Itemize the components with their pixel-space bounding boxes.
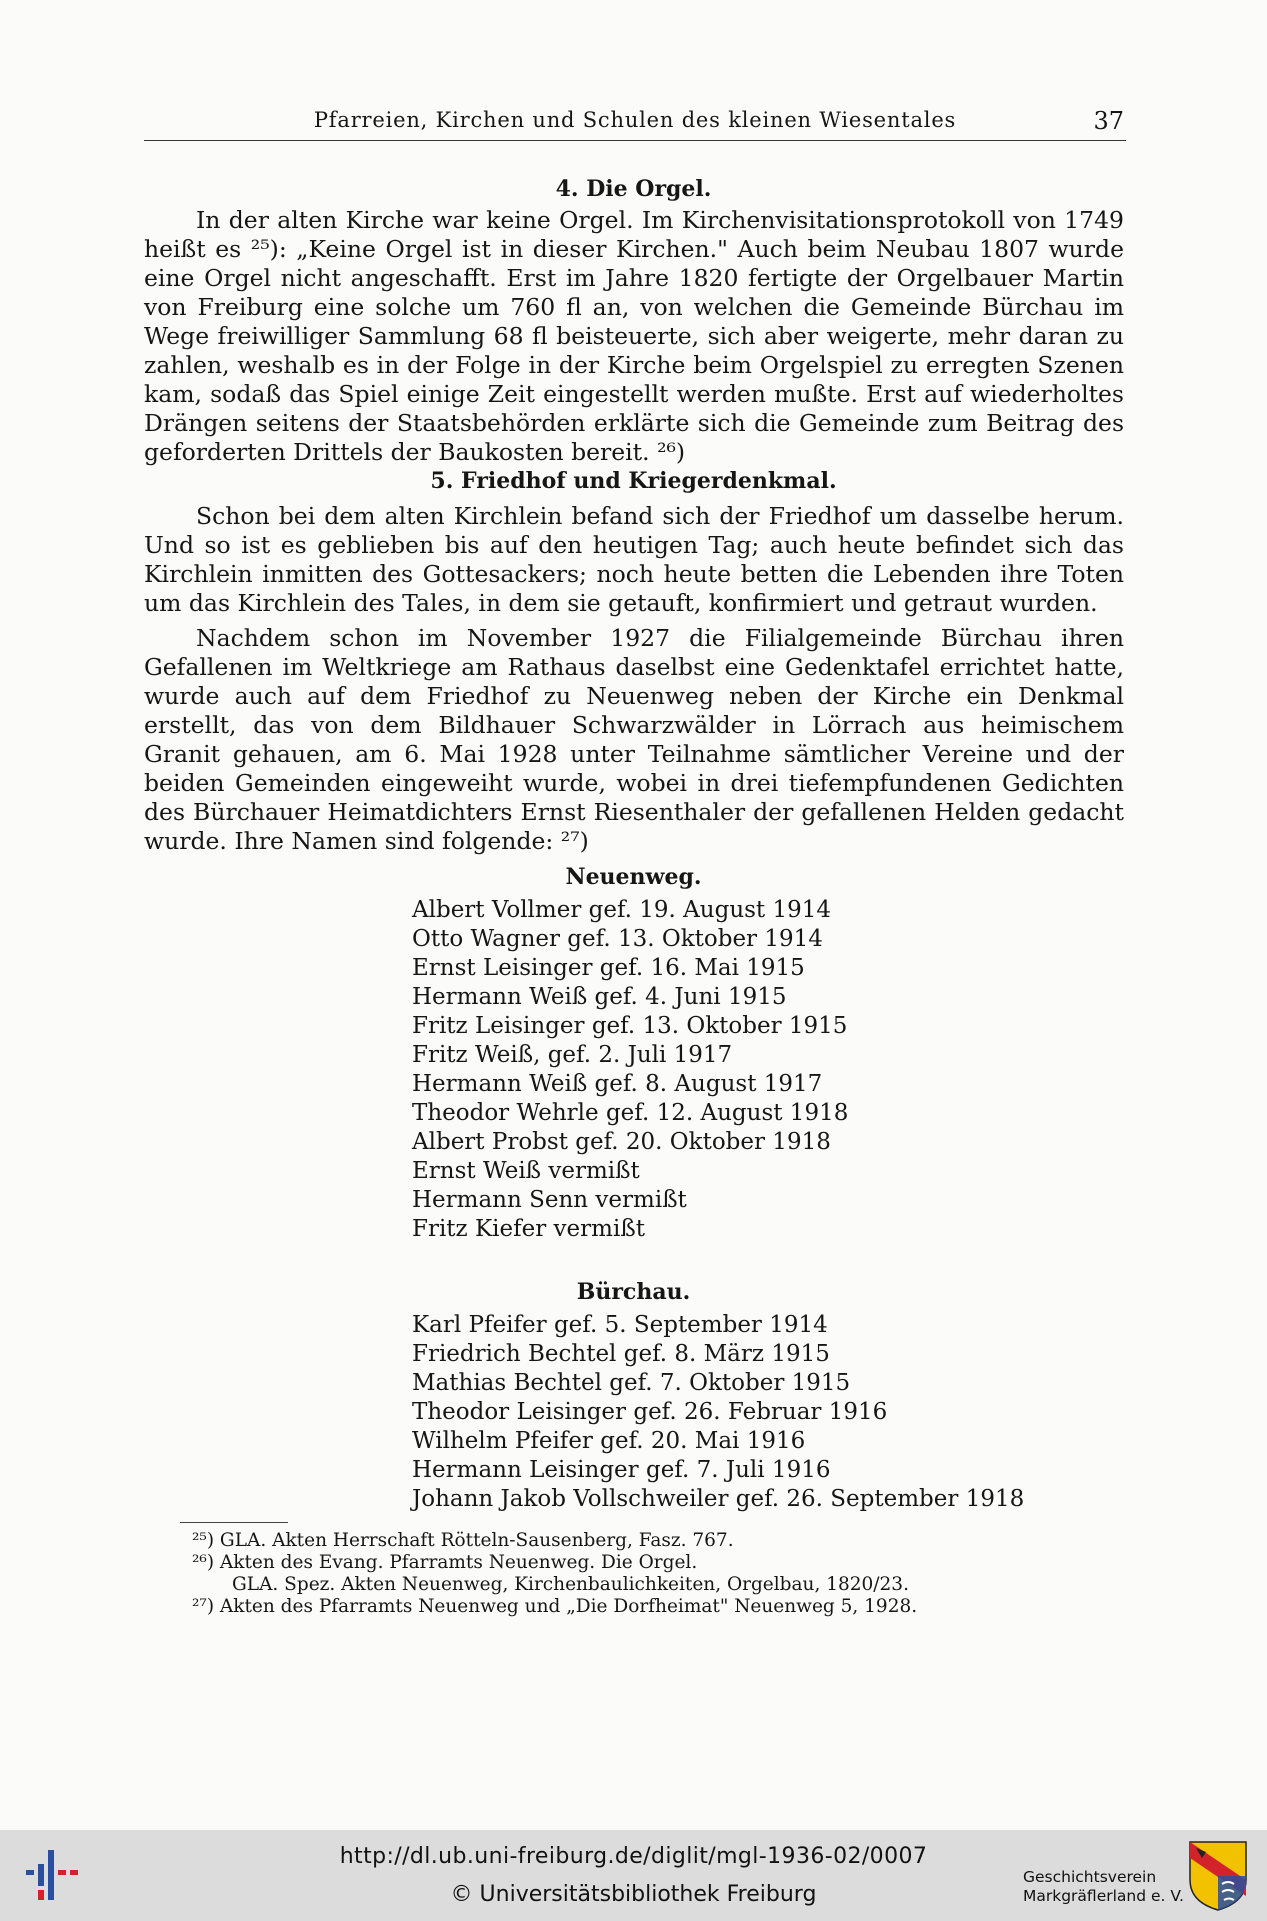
list-item: Theodor Wehrle gef. 12. August 1918 (412, 1100, 849, 1126)
viewer-footer (0, 1830, 1267, 1921)
list-item: Ernst Leisinger gef. 16. Mai 1915 (412, 955, 805, 981)
fallen-list-buerchau (412, 1311, 1024, 1514)
section-heading-friedhof: 5. Friedhof und Kriegerdenkmal. (430, 468, 837, 494)
footnote-26: ²⁶) Akten des Evang. Pfarramts Neuenweg. Die Orgel. (192, 1552, 698, 1573)
list-item: Ernst Weiß vermißt (412, 1158, 640, 1184)
paragraph-orgel: In der alten Kirche war keine Orgel. Im Kirchenvisitationsprotokoll von 1749 heißt es ²⁵): „Keine Orgel ist in dieser Kirchen." Auch beim Neubau 1807 wurde eine Orgel nicht angeschafft. Erst im Jahre 1820 fertigte der Orgelbauer Martin von Freiburg eine solche um 760 fl an, von welchen die Gemeinde Bürchau im Wege freiwilliger Sammlung 68 fl beisteuerte, sich aber weigerte, mehr daran zu zahlen, weshalb es in der Folge in der Kirche beim Orgelspiel zu erregten Szenen kam, sodaß das Spiel einige Zeit eingestellt werden mußte. Erst auf wiederholtes Drängen seitens der Staatsbehörden erklärte sich die Gemeinde zum Beitrag des geforderten Drittels der Baukosten bereit. ²⁶) (144, 206, 1124, 466)
society-name-line1: Geschichtsverein (1023, 1868, 1157, 1886)
fallen-list-neuenweg (412, 896, 848, 1244)
society-name-line2: Markgräflerland e. V. (1023, 1887, 1184, 1905)
list-item: Albert Probst gef. 20. Oktober 1918 (412, 1129, 831, 1155)
list-item: Fritz Weiß, gef. 2. Juli 1917 (412, 1042, 733, 1068)
running-header (144, 106, 1126, 141)
list-item: Friedrich Bechtel gef. 8. März 1915 (412, 1341, 830, 1367)
society-name (1023, 1868, 1184, 1906)
list-item: Otto Wagner gef. 13. Oktober 1914 (412, 926, 823, 952)
list-item: Hermann Weiß gef. 4. Juni 1915 (412, 984, 787, 1010)
copyright-notice: © Universitätsbibliothek Freiburg (450, 1882, 817, 1907)
footnote-27: ²⁷) Akten des Pfarramts Neuenweg und „Die Dorfheimat" Neuenweg 5, 1928. (192, 1596, 918, 1617)
footnote-26-continuation: GLA. Spez. Akten Neuenweg, Kirchenbaulichkeiten, Orgelbau, 1820/23. (232, 1574, 909, 1595)
running-header-title: Pfarreien, Kirchen und Schulen des kleinen Wiesentales (313, 108, 957, 132)
footnotes (192, 1530, 917, 1618)
list-title-neuenweg: Neuenweg. (565, 864, 702, 890)
page-number: 37 (1093, 107, 1124, 135)
list-item: Albert Vollmer gef. 19. August 1914 (412, 897, 832, 923)
paragraph-friedhof-2: Nachdem schon im November 1927 die Filialgemeinde Bürchau ihren Gefallenen im Weltkriege am Rathaus daselbst eine Gedenktafel errichtet hatte, wurde auch auf dem Friedhof zu Neuenweg neben der Kirche ein Denkmal erstellt, das von dem Bildhauer Schwarzwälder in Lörrach aus heimischem Granit gehauen, am 6. Mai 1928 unter Teilnahme sämtlicher Vereine und der beiden Gemeinden eingeweiht wurde, wobei in drei tiefempfundenen Gedichten des Bürchauer Heimatdichters Ernst Riesenthaler der gefallenen Helden gedacht wurde. Ihre Namen sind folgende: ²⁷) (144, 624, 1124, 855)
list-item: Wilhelm Pfeifer gef. 20. Mai 1916 (412, 1428, 806, 1454)
section-heading-orgel: 4. Die Orgel. (555, 176, 712, 202)
list-item: Theodor Leisinger gef. 26. Februar 1916 (412, 1399, 888, 1425)
list-item: Hermann Leisinger gef. 7. Juli 1916 (412, 1457, 831, 1483)
list-item: Fritz Kiefer vermißt (412, 1216, 645, 1242)
list-title-buerchau: Bürchau. (576, 1279, 691, 1305)
list-item: Karl Pfeifer gef. 5. September 1914 (412, 1312, 828, 1338)
permalink-url[interactable]: http://dl.ub.uni-freiburg.de/diglit/mgl-1936-02/0007 (339, 1844, 928, 1869)
list-item: Fritz Leisinger gef. 13. Oktober 1915 (412, 1013, 848, 1039)
list-item: Mathias Bechtel gef. 7. Oktober 1915 (412, 1370, 851, 1396)
paragraph-friedhof-1: Schon bei dem alten Kirchlein befand sich der Friedhof um dasselbe herum. Und so ist es geblieben bis auf den heutigen Tag; auch heute befindet sich das Kirchlein inmitten des Gottesackers; noch heute betten die Lebenden ihre Toten um das Kirchlein des Tales, in dem sie getauft, konfirmiert und getraut wurden. (144, 502, 1124, 617)
list-item: Johann Jakob Vollschweiler gef. 26. September 1918 (412, 1486, 1025, 1512)
footnote-separator (180, 1522, 288, 1523)
footnote-25: ²⁵) GLA. Akten Herrschaft Rötteln-Sausenberg, Fasz. 767. (192, 1530, 734, 1551)
list-item: Hermann Weiß gef. 8. August 1917 (412, 1071, 823, 1097)
coat-of-arms-icon (1188, 1840, 1248, 1912)
list-item: Hermann Senn vermißt (412, 1187, 687, 1213)
